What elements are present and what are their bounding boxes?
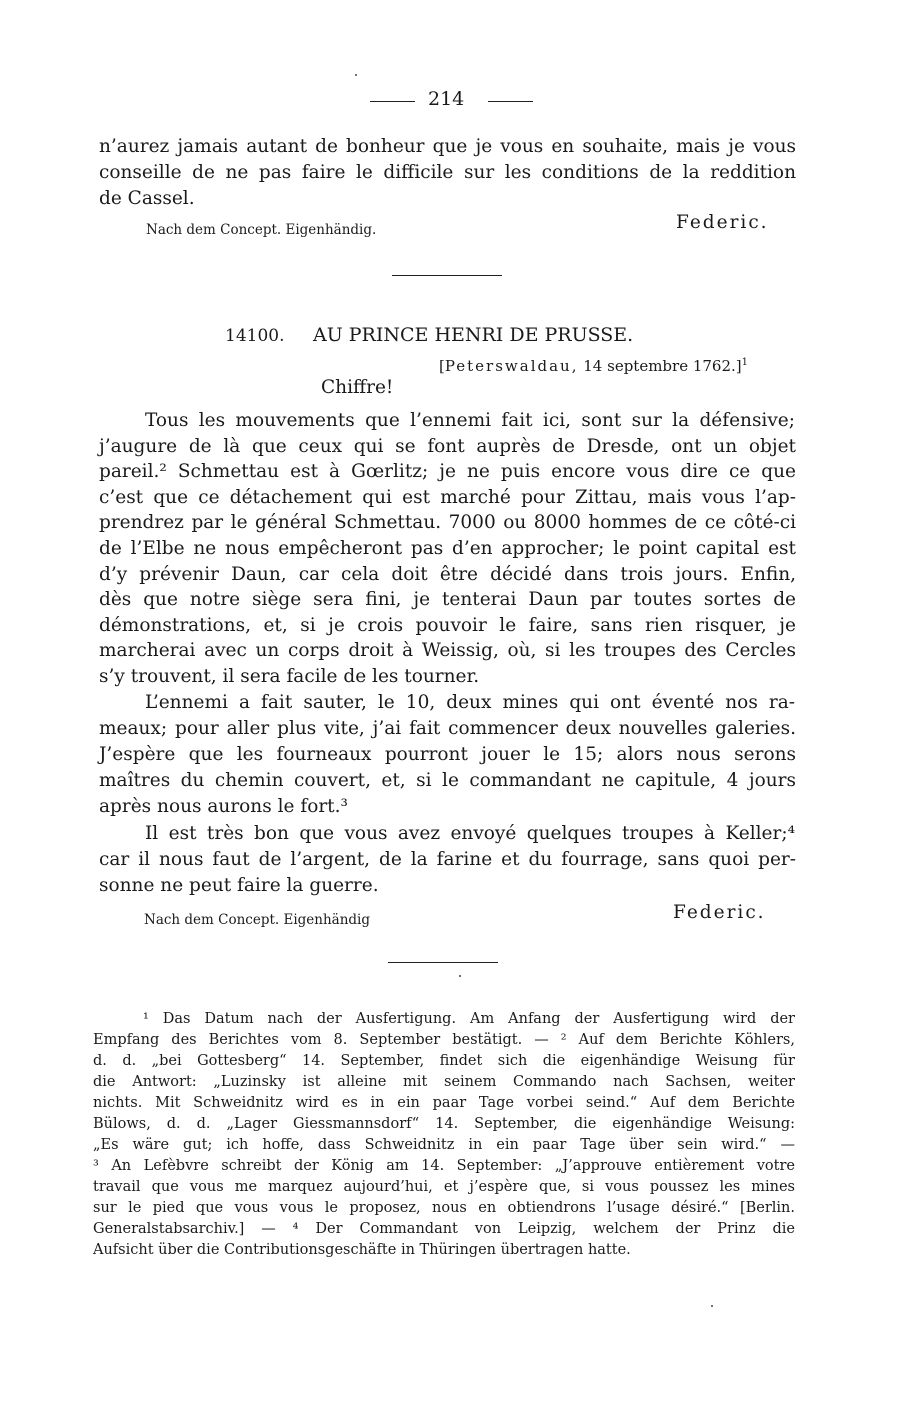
footnote-line: d. d. „bei Gottesberg“ 14. September, findet sich die eigenhändige Weisung für	[93, 1053, 795, 1069]
paragraph-line: marcherai avec un corps droit à Weissig, où, si les troupes des Cercles	[99, 640, 796, 661]
paragraph-line: démonstrations, et, si je crois pouvoir le faire, sans rien risquer, je	[99, 615, 796, 636]
footnote-line: ¹ Das Datum nach der Ausfertigung. Am Anfang der Ausfertigung wird der	[143, 1011, 795, 1027]
signature: Federic.	[673, 902, 766, 923]
source-note: Nach dem Concept. Eigenhändig	[144, 912, 371, 928]
paragraph-line: maîtres du chemin couvert, et, si le commandant ne capitule, 4 jours	[99, 770, 796, 791]
paragraph-last-line: s’y trouvent, il sera facile de les tourner.	[99, 666, 480, 687]
paragraph-line: pareil.² Schmettau est à Gœrlitz; je ne puis encore vous dire ce que	[99, 461, 796, 482]
paragraph-last-line: après nous aurons le fort.³	[99, 796, 348, 817]
footnote-line: Generalstabsarchiv.] — ⁴ Der Commandant von Leipzig, welchem der Prinz die	[93, 1221, 795, 1237]
footnote-line: nichts. Mit Schweidnitz wird es in ein paar Tage vorbei seind.“ Auf dem Berichte	[93, 1095, 795, 1111]
footnote-line: travail que vous me marquez aujourd’hui, et j’espère que, si vous poussez les mines	[93, 1179, 795, 1195]
prev-source-note: Nach dem Concept. Eigenhändig.	[146, 222, 377, 238]
paragraph-line: car il nous faut de l’argent, de la farine et du fourrage, sans quoi per-	[99, 849, 796, 870]
section-divider	[392, 275, 502, 276]
paragraph-line: Tous les mouvements que l’ennemi fait ici, sont sur la défensive;	[145, 410, 795, 431]
paragraph-line: meaux; pour aller plus vite, j’ai fait commencer deux nouvelles galeries.	[99, 718, 796, 739]
date-open-bracket: [	[439, 357, 445, 375]
date-footnote-ref: 1	[741, 357, 749, 368]
footnote-divider	[388, 962, 498, 963]
paragraph-line: dès que notre siège sera fini, je tenterai Daun par toutes sortes de	[99, 589, 796, 610]
date-rest: 14 septembre 1762.]	[583, 357, 742, 375]
paragraph-line: prendrez par le général Schmettau. 7000 ou 8000 hommes de ce côté-ci	[99, 512, 796, 533]
cipher-label: Chiffre!	[321, 377, 394, 398]
speck	[355, 74, 357, 76]
page-number: 214	[428, 88, 465, 110]
footnote-line: „Es wäre gut; ich hoffe, dass Schweidnitz in ein paar Tage über sein wird.“ —	[93, 1137, 795, 1153]
paragraph-line: L’ennemi a fait sauter, le 10, deux mines qui ont éventé nos ra-	[145, 692, 795, 713]
prev-letter-line: n’aurez jamais autant de bonheur que je vous en souhaite, mais je vous	[99, 136, 796, 157]
prev-signature: Federic.	[676, 212, 769, 233]
paragraph-line: d’y prévenir Daun, car cela doit être décidé dans trois jours. Enfin,	[99, 564, 796, 585]
date-line	[439, 357, 748, 375]
date-place: Peterswaldau,	[444, 357, 579, 375]
speck	[459, 975, 461, 977]
paragraph-last-line: sonne ne peut faire la guerre.	[99, 875, 379, 896]
paragraph-line: Il est très bon que vous avez envoyé quelques troupes à Keller;⁴	[145, 823, 795, 844]
paragraph-line: de l’Elbe ne nous empêcheront pas d’en approcher; le point capital est	[99, 538, 796, 559]
footnote-line: Bülows, d. d. „Lager Giessmannsdorf“ 14. September, die eigenhändige Weisung:	[93, 1116, 795, 1132]
footnote-last-line: Aufsicht über die Contributionsgeschäfte in Thüringen übertragen hatte.	[93, 1242, 631, 1258]
letter-number: 14100.	[225, 326, 285, 346]
header-rule-right	[488, 101, 533, 102]
paragraph-line: J’espère que les fourneaux pourront jouer le 15; alors nous serons	[99, 744, 796, 765]
footnote-line: ³ An Lefèbvre schreibt der König am 14. September: „J’approuve entièrement votre	[93, 1158, 795, 1174]
prev-letter-line: conseille de ne pas faire le difficile sur les conditions de la reddition	[99, 162, 796, 183]
prev-letter-last-line: de Cassel.	[99, 188, 195, 209]
footnote-line: sur le pied que vous vous le proposez, nous en obtiendrons l’usage désiré.“ [Berlin.	[93, 1200, 795, 1216]
footnote-line: Empfang des Berichtes vom 8. September bestätigt. — ² Auf dem Berichte Köhlers,	[93, 1032, 795, 1048]
speck	[711, 1305, 713, 1307]
footnote-line: die Antwort: „Luzinsky ist alleine mit seinem Commando nach Sachsen, weiter	[93, 1074, 795, 1090]
paragraph-line: c’est que ce détachement qui est marché pour Zittau, mais vous l’ap-	[99, 487, 796, 508]
paragraph-line: j’augure de là que ceux qui se font auprès de Dresde, ont un objet	[99, 436, 796, 457]
header-rule-left	[370, 101, 415, 102]
letter-title: AU PRINCE HENRI DE PRUSSE.	[313, 324, 634, 346]
